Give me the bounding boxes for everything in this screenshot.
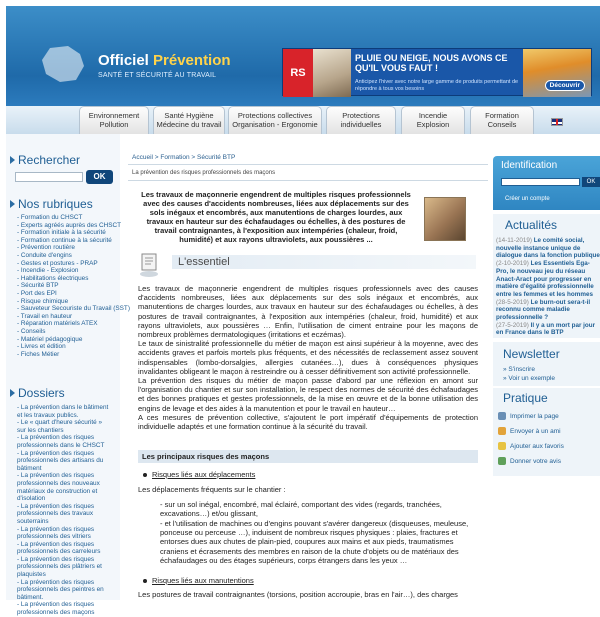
tab-formation[interactable] (470, 106, 534, 134)
rubriques-list (17, 214, 130, 358)
english-flag-icon[interactable] (551, 118, 563, 126)
star-icon (498, 442, 506, 450)
risk-intro: Les déplacements fréquents sur le chantier : (138, 485, 286, 494)
ad-brand-logo: RS (283, 49, 313, 97)
risk-label-deplacements: Risques liés aux déplacements (152, 470, 256, 479)
rubrique-link[interactable]: - Travail en hauteur (17, 313, 130, 321)
tab-protections-individuelles[interactable] (326, 106, 396, 134)
print-icon (498, 412, 506, 420)
tab-line2: Pollution (99, 120, 129, 129)
tab-line2: Explosion (416, 120, 450, 129)
subscribe-link[interactable]: » S'inscrire (503, 366, 535, 373)
rubrique-link[interactable]: - Prévention routière (17, 244, 130, 252)
page-subtitle: La prévention des risques professionnels des maçons (132, 170, 276, 176)
login-ok-button[interactable]: OK (582, 177, 600, 187)
rubrique-link[interactable]: - Conseils (17, 328, 130, 336)
dossier-link[interactable]: - La prévention des risques professionnels des plâtriers et plaquistes (17, 556, 112, 579)
search-title: Rechercher (18, 153, 81, 167)
search-ok-button[interactable]: OK (86, 170, 113, 184)
mail-icon (498, 427, 506, 435)
rubriques-title: Nos rubriques (18, 197, 93, 211)
news-date: (2-10-2019) (496, 260, 529, 268)
dossier-link[interactable]: - La prévention des risques professionnels des vitriers (17, 526, 112, 541)
logo-word-1: Officiel (98, 52, 149, 69)
send-friend-link[interactable]: Envoyer à un ami (510, 428, 561, 435)
site-header (6, 6, 600, 106)
tab-incendie[interactable] (401, 106, 465, 134)
risk-text: Les postures de travail contraignantes (torsions, position accroupie, bras en l'air…), des charges (138, 590, 458, 599)
rubrique-link[interactable]: - Formation initiale à la sécurité (17, 229, 130, 237)
create-account-link[interactable]: Créer un compte (505, 196, 550, 202)
divider (128, 180, 488, 181)
dossier-link[interactable]: - La prévention des risques professionnels des travaux souterrains (17, 503, 112, 526)
rubrique-link[interactable]: - Port des EPI (17, 290, 130, 298)
ad-discover-button[interactable]: Découvrir (545, 80, 585, 91)
news-title[interactable]: Les Essentiels Ega-Pro, le nouveau jeu du réseau Anact-Aract pour progresser en matière d'égalité professionnelle entre les femmes et les hommes (496, 260, 594, 298)
news-item[interactable] (496, 322, 600, 337)
dossiers-title: Dossiers (18, 386, 65, 400)
news-date: (14-11-2019) (496, 237, 532, 244)
tab-line1: Protections (342, 111, 380, 120)
pratique-title: Pratique (503, 391, 548, 405)
news-item[interactable] (496, 299, 600, 322)
login-input[interactable] (501, 178, 580, 186)
rubrique-link[interactable]: - Livres et édition (17, 343, 130, 351)
feedback-link[interactable]: Donner votre avis (510, 458, 561, 465)
dossier-link[interactable]: - La prévention dans le bâtiment et les travaux publics. (17, 404, 112, 419)
dossier-link[interactable]: - La prévention des risques professionnels des peintres en bâtiment. (17, 579, 112, 602)
france-map-icon (40, 44, 88, 84)
dossier-link[interactable]: - La prévention des risques professionnels des maçons (17, 601, 112, 616)
ad-headline: PLUIE OU NEIGE, NOUS AVONS CE QU'IL VOUS FAUT ! (355, 53, 508, 73)
site-tagline: SANTÉ ET SÉCURITÉ AU TRAVAIL (98, 72, 217, 79)
rubrique-link[interactable]: - Gestes et postures - PRAP (17, 260, 130, 268)
rubrique-link[interactable]: - Conduite d'engins (17, 252, 130, 260)
divider (128, 164, 488, 165)
dossiers-list (17, 404, 112, 617)
rubrique-link[interactable]: - Incendie - Explosion (17, 267, 130, 275)
logo-word-2: Prévention (153, 52, 231, 69)
article-paragraph: Les travaux de maçonnerie engendrent de multiples risques professionnels avec des causes d'accidents nombreuses, liées aux déplacements sur des sols inégaux et encombrés, aux manutentions de charges lourdes, aux travaux en hauteur sur des échafaudages ou échelles, à des postures de travail contraignantes, à l'exposition aux intempéries (chaleur, froid, humidité) et aux rayons ultraviolets, aux poussières … Enfin, l'utilisation de ciment entraine pour les maçons de nombreux problèmes dermatologiques (irritations et eczémas). (138, 284, 478, 340)
rubrique-link[interactable]: - Fiches Métier (17, 351, 130, 359)
tab-sante-hygiene[interactable] (153, 106, 225, 134)
news-list (496, 237, 600, 337)
print-link[interactable]: Imprimer la page (510, 413, 559, 420)
risk-label-manutentions: Risques liés aux manutentions (152, 576, 254, 585)
article-body (138, 284, 478, 431)
subscribe-label: S'inscrire (508, 366, 535, 373)
dossier-link[interactable]: - Le « quart d'heure sécurité » sur les chantiers (17, 419, 112, 434)
search-input[interactable] (15, 172, 83, 182)
example-link[interactable]: » Voir un exemple (503, 375, 556, 382)
newsletter-title: Newsletter (503, 347, 560, 361)
news-title[interactable]: Le comité social, nouvelle instance unique de dialogue dans la fonction publique (496, 237, 600, 260)
rubrique-link[interactable]: - Sécurité BTP (17, 282, 130, 290)
rubrique-link[interactable]: - Formation continue à la sécurité (17, 237, 130, 245)
news-date: (27-5-2019) (496, 321, 529, 329)
tab-line1: Formation (485, 111, 519, 120)
risk-item: - sur un sol inégal, encombré, mal éclairé, comportant des vides (regards, tranchées, excavations…) et/ou glissant, (160, 500, 442, 519)
news-title[interactable]: Le burn-out sera-t-il reconnu comme maladie professionnelle ? (496, 298, 591, 322)
risks-heading: Les principaux risques des maçons (138, 450, 478, 463)
identification-title: Identification (501, 160, 558, 171)
feedback-icon (498, 457, 506, 465)
rubrique-link[interactable]: - Formation du CHSCT (17, 214, 130, 222)
article-paragraph: La prévention des risques du métier de maçon passe d'abord par une réflexion en amont sur l'organisation du chantier et sur son installation, le respect des normes de sécurité des échafaudages et des bonnes pratiques et gestes professionnels, de la mise en œuvre et de la bonne utilisation des engins de levage et des aides à la manutention et pour le travail en hauteur… (138, 376, 478, 413)
actualites-title: Actualités (505, 218, 558, 232)
tab-line1: Protections collectives (237, 111, 313, 120)
example-label: Voir un exemple (508, 375, 556, 382)
tab-environnement[interactable] (79, 106, 149, 134)
document-icon (138, 252, 160, 278)
risk-item: - et l'utilisation de machines ou d'engins pouvant s'avérer dangereux (disqueuses, meuleuse, ponceuse ou perceuse …), induisent de nombreux risques physiques : plaies, fractures et entorses dues aux chutes de plain-pied, coupures aux mains et aux pieds, traumatismes craniens et écrasements des membres en raison de la chute d'objets ou de matériaux des échafaudages ou des étages supérieurs, corps étrangers dans les yeux … (160, 519, 469, 565)
tab-line1: Environnement (88, 111, 140, 120)
article-photo (424, 197, 466, 241)
article-paragraph: Le taux de sinistralité professionnelle du métier de maçon est ainsi supérieur à la moyenne, avec des accidents graves et parfois mortels plus fréquents, et des nécessités de reclassement assez souvent indispensables (lombo-dorsalgies, allergies cutanées…), dues à conséquences physiques invalidantes obligeant le maçon à restreindre ou à cesser définitivement son activité professionnelle. (138, 339, 478, 376)
tab-protections-collectives[interactable] (228, 106, 322, 134)
ad-text: Anticipez l'hiver avec notre large gamme de produits permettant de répondre à tous vos besoins (355, 79, 519, 92)
article-paragraph: A ces mesures de prévention collective, s'ajoutent le port impératif d'équipements de protection individuelle adaptés et une formation continue à la sécurité du travail. (138, 412, 478, 432)
tab-line1: Incendie (418, 111, 448, 120)
tab-line2: Médecine du travail (156, 120, 222, 129)
dossier-link[interactable]: - La prévention des risques professionnels des carreleurs (17, 541, 112, 556)
rubrique-link[interactable]: - Risque chimique (17, 298, 130, 306)
rubrique-link[interactable]: - Habilitations électriques (17, 275, 130, 283)
tab-line2: Organisation - Ergonomie (232, 120, 318, 129)
news-item[interactable] (496, 237, 600, 260)
news-item[interactable] (496, 260, 600, 299)
dossier-link[interactable]: - La prévention des risques professionnels dans le CHSCT (17, 434, 112, 449)
ad-banner[interactable] (282, 48, 592, 96)
dossier-link[interactable]: - La prévention des risques professionnels des artisans du bâtiment (17, 450, 112, 473)
article-intro: Les travaux de maçonnerie engendrent de multiples risques professionnels avec des causes d'accidents nombreuses, liées aux déplacements sur des sols inégaux et encombrés, aux manutentions de charges lourdes, aux travaux en hauteur sur des échafaudages ou échelles, à des postures de travail contraignantes, à l'exposition aux intempéries (chaleur, froid, humidité) et aux rayons ultraviolets, aux poussières ... (141, 190, 411, 244)
dossier-link[interactable]: - La prévention des risques professionnels des nouveaux matériaux de construction et d'isolation (17, 472, 112, 502)
news-title[interactable]: Il y a un mort par jour en France dans le BTP (496, 321, 596, 337)
rubrique-link[interactable]: - Sauveteur Secouriste du Travail (SST) (17, 305, 130, 313)
rubrique-link[interactable]: - Matériel pédagogique (17, 336, 130, 344)
news-date: (28-5-2019) (496, 298, 529, 306)
rubrique-link[interactable]: - Réparation matériels ATEX (17, 320, 130, 328)
favorites-link[interactable]: Ajouter aux favoris (510, 443, 564, 450)
essentiel-title: L'essentiel (178, 256, 230, 268)
site-logo[interactable] (98, 52, 231, 69)
tab-line2: Conseils (487, 120, 517, 129)
ad-photo-left (313, 49, 351, 97)
rubrique-link[interactable]: - Experts agréés auprès des CHSCT (17, 222, 130, 230)
tab-line1: Santé Hygiène (164, 111, 214, 120)
breadcrumb[interactable]: Accueil > Formation > Sécurité BTP (132, 154, 236, 161)
tab-line2: individuelles (340, 120, 382, 129)
